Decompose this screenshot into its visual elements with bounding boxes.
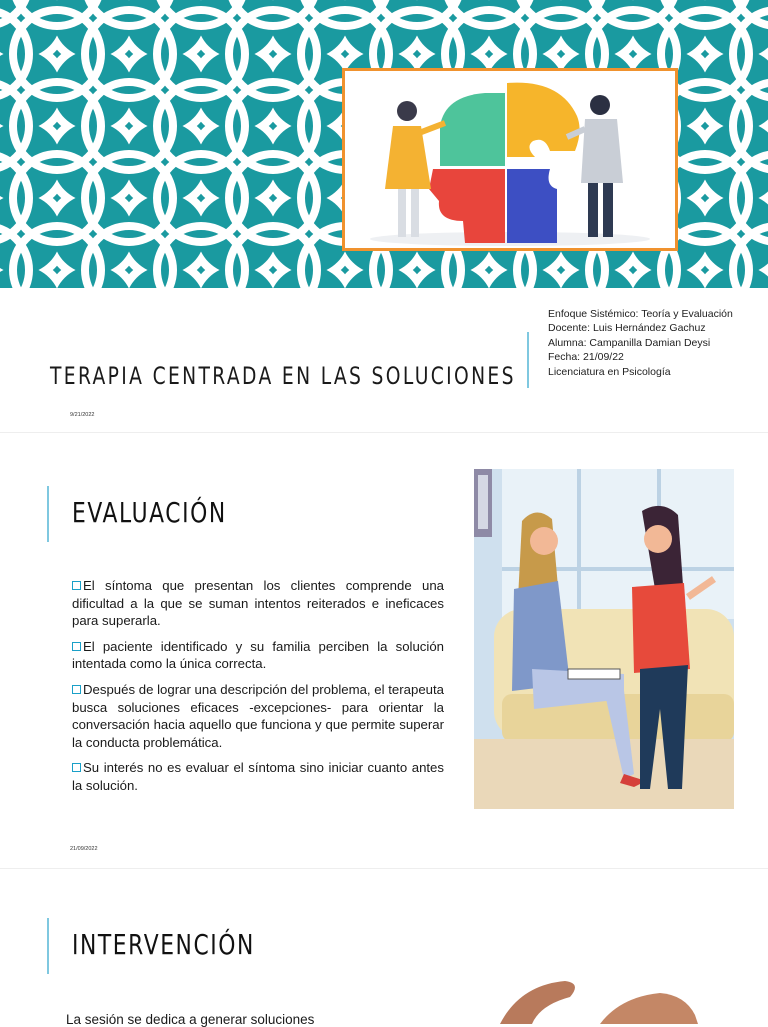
list-item: Después de lograr una descripción del problema, el terapeuta busca soluciones eficaces -excepciones- para orientar la conversación hacia aquello que funciona y que permite superar la conducta problemática. — [72, 681, 444, 750]
date-line: Fecha: 21/09/22 — [548, 351, 624, 364]
accent-divider — [47, 918, 49, 974]
puzzle-head-illustration — [342, 68, 678, 251]
slide-date: 21/09/2022 — [70, 846, 98, 852]
section-title: EVALUACIÓN — [72, 496, 227, 529]
therapy-session-illustration — [474, 469, 734, 809]
title-slide — [0, 0, 768, 430]
slide-separator — [0, 868, 768, 869]
presentation-title: TERAPIA CENTRADA EN LAS SOLUCIONES — [50, 362, 516, 390]
list-item: El paciente identificado y su familia perciben la solución intentada como la única correcta. — [72, 638, 444, 672]
degree-line: Licenciatura en Psicología — [548, 365, 671, 378]
list-item: El síntoma que presentan los clientes comprende una dificultad a la que se suman intentos reiterados e ineficaces para superarla. — [72, 578, 444, 629]
student-line: Alumna: Campanilla Damian Deysi — [548, 336, 711, 349]
list-item: Su interés no es evaluar el síntoma sino iniciar cuanto antes la solución. — [72, 760, 444, 793]
checkbox-icon — [72, 581, 81, 590]
slide-separator — [0, 432, 768, 433]
checkbox-icon — [72, 685, 81, 694]
course-line: Enfoque Sistémico: Teoría y Evaluación — [548, 308, 733, 320]
checkbox-icon — [72, 642, 81, 651]
checkbox-icon — [72, 763, 81, 772]
slide-date: 9/21/2022 — [70, 412, 95, 418]
hands-illustration — [470, 975, 750, 1024]
section-title: INTERVENCIÓN — [72, 928, 255, 961]
bullet-list — [72, 577, 444, 803]
accent-divider — [47, 486, 49, 542]
teacher-line: Docente: Luis Hernández Gachuz — [548, 322, 706, 335]
accent-divider — [527, 332, 529, 388]
intervention-text: La sesión se dedica a generar soluciones — [66, 1012, 315, 1027]
presentation-info — [548, 307, 748, 379]
